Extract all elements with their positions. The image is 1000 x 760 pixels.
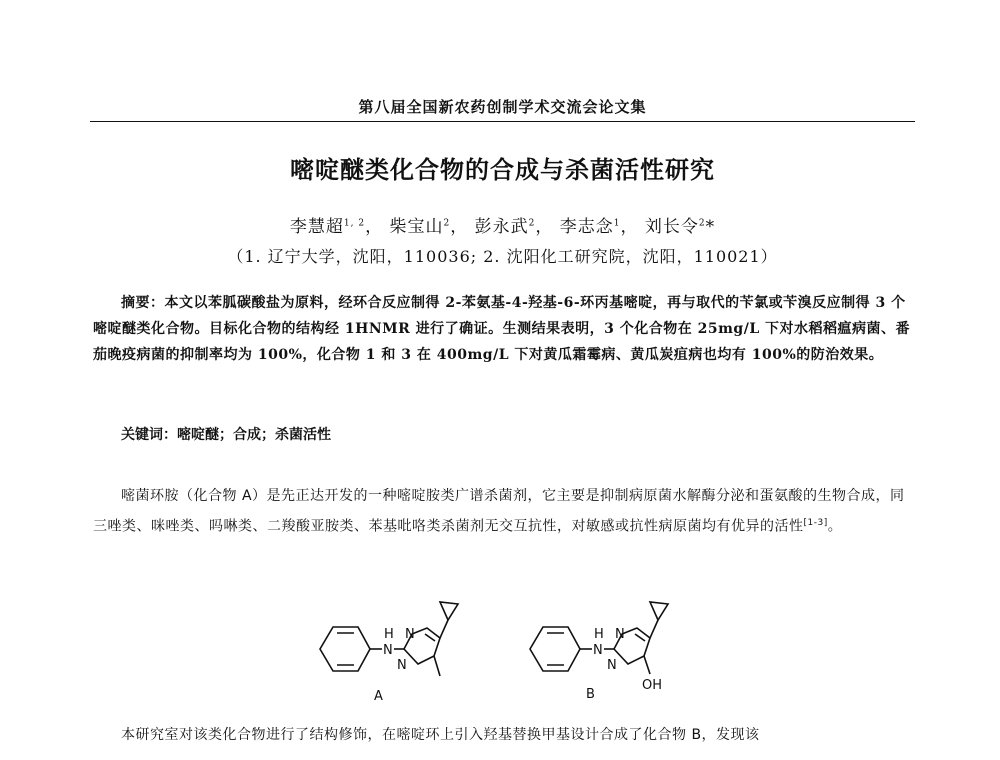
keywords-text: 嘧啶醚；合成；杀菌活性 <box>177 427 331 443</box>
corresponding-mark: * <box>705 217 716 237</box>
citation-ref: [1-3] <box>803 518 828 528</box>
keywords-label: 关键词： <box>121 427 177 443</box>
atom-label-n: N <box>383 643 393 658</box>
author-list <box>90 212 915 237</box>
chemical-structures-figure <box>300 586 700 706</box>
author-affil-sup: 2 <box>528 218 536 229</box>
atom-label-n: N <box>405 627 415 642</box>
structure-b-label: B <box>586 687 595 702</box>
author-sep: ， <box>535 217 554 237</box>
intro-text: 嘧菌环胺（化合物 A）是先正达开发的一种嘧啶胺类广谱杀菌剂，它主要是抑制病原菌水解酶分泌和蛋氨酸的生物合成，同三唑类、咪唑类、吗啉类、二羧酸亚胺类、苯基吡咯类杀菌剂无交互抗性，对敏感或抗性病原菌均有优异的活性 <box>93 488 905 535</box>
author-name: 刘长令 <box>644 217 699 237</box>
intro-paragraph <box>93 483 911 541</box>
atom-label-oh: OH <box>642 678 663 693</box>
author-name: 彭永武 <box>474 217 529 237</box>
atom-label-h: H <box>384 627 394 642</box>
author-affil-sup: 2 <box>698 218 706 229</box>
author-affil-sup: 1, 2 <box>343 218 366 229</box>
atom-label-h: H <box>594 627 604 642</box>
atom-label-n: N <box>607 658 617 673</box>
author-name: 李志念 <box>559 217 614 237</box>
abstract <box>93 290 911 368</box>
atom-label-n: N <box>593 643 603 658</box>
atom-label-n: N <box>397 658 407 673</box>
atom-label-n: N <box>615 627 625 642</box>
abstract-label: 摘要： <box>121 295 165 311</box>
paper-title: 嘧啶醚类化合物的合成与杀菌活性研究 <box>290 156 715 184</box>
keywords <box>121 424 331 444</box>
affiliations: （1. 辽宁大学，沈阳，110036; 2. 沈阳化工研究院，沈阳，110021） <box>227 247 778 266</box>
author-sep: ， <box>450 217 469 237</box>
abstract-text: 本文以苯胍碳酸盐为原料，经环合反应制得 2-苯氨基-4-羟基-6-环丙基嘧啶，再与取代的苄氯或苄溴反应制得 3 个嘧啶醚类化合物。目标化合物的结构经 1HNMR 进行了确证。生测结果表明，3 个化合物在 25mg/L 下对水稻稻瘟病菌、番茄晚疫病菌的抑制率均为 100%，化合物 1 和 3 在 400mg/L 下对黄瓜霜霉病、黄瓜炭疽病也均有 100%的防治效果。 <box>93 295 911 363</box>
running-header: 第八届全国新农药创制学术交流会论文集 <box>358 98 647 116</box>
author-sep: ， <box>620 217 639 237</box>
author-name: 李慧超 <box>289 217 344 237</box>
intro-end: 。 <box>827 518 843 535</box>
author-sep: ， <box>365 217 384 237</box>
author-name: 柴宝山 <box>389 217 444 237</box>
final-paragraph: 本研究室对该类化合物进行了结构修饰，在嘧啶环上引入羟基替换甲基设计合成了化合物 B，发现该 <box>121 727 760 743</box>
structure-a-label: A <box>374 689 383 704</box>
header-rule <box>90 121 915 122</box>
author-affil-sup: 1 <box>613 218 621 229</box>
author-affil-sup: 2 <box>443 218 451 229</box>
